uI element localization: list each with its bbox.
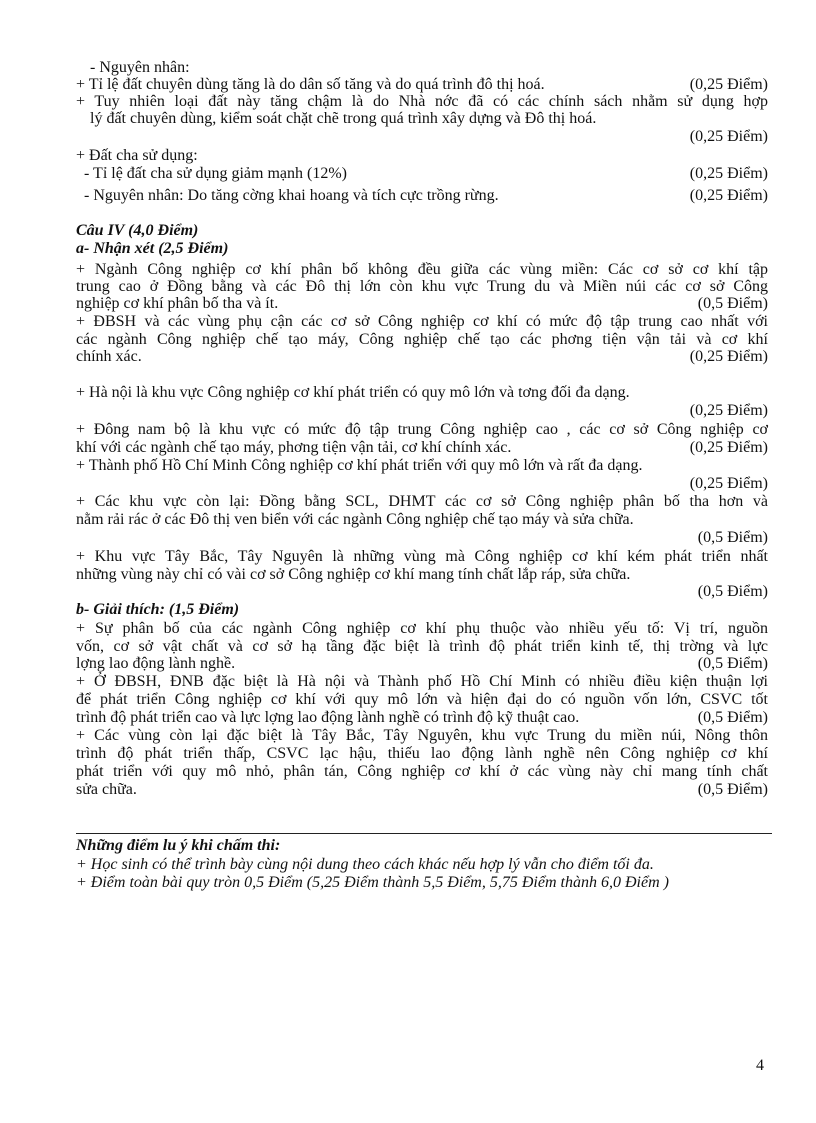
text-line: + ĐBSH và các vùng phụ cận các cơ sở Công nghiệp cơ khí có mức độ tập trung cao nhất với: [76, 313, 768, 330]
score-label: (0,25 Điểm): [689, 187, 768, 204]
text-line: + Ngành Công nghiệp cơ khí phân bố không đều giữa các vùng miền: Các cơ sở cơ khí tập: [76, 261, 768, 278]
text-line: vốn, cơ sở vật chất và cơ sở hạ tầng đặc biệt là trình độ phát triển kinh tế, thị trờng và lực: [76, 638, 768, 655]
score-label: (0,25 Điểm): [689, 475, 768, 492]
text-line: + Tuy nhiên loại đất này tăng chậm là do Nhà nớc đã có các chính sách nhằm sử dụng hợp: [76, 93, 768, 110]
text-line: để phát triển Công nghiệp cơ khí với quy mô lớn và hiện đại do có nguồn vốn lớn, CSVC tốt: [76, 691, 768, 708]
score-label: (0,25 Điểm): [689, 165, 768, 182]
score-label: (0,5 Điểm): [697, 781, 768, 798]
text-line: [76, 782, 768, 798]
text-line: [76, 656, 768, 672]
line-text: - Nguyên nhân: Do tăng cờng khai hoang và tích cực trồng rừng.: [84, 187, 499, 204]
note-line: + Điểm toàn bài quy tròn 0,5 Điểm (5,25 Điểm thành 5,5 Điểm, 5,75 Điểm thành 6,0 Điểm ): [76, 874, 669, 891]
text-line: + Các khu vực còn lại: Đồng bằng SCL, DHMT các cơ sở Công nghiệp phân bố tha hơn và: [76, 493, 768, 510]
text-line: [76, 349, 768, 365]
text-line: - Nguyên nhân:: [90, 59, 190, 76]
score-label: (0,5 Điểm): [697, 529, 768, 546]
text-line: + Đất cha sử dụng:: [76, 147, 198, 164]
horizontal-divider: [76, 833, 772, 834]
line-text: nghiệp cơ khí phân bố tha và ít.: [76, 295, 279, 312]
text-line: + Thành phố Hồ Chí Minh Công nghiệp cơ khí phát triển với quy mô lớn và rất đa dạng.: [76, 457, 643, 474]
line-text: lợng lao động lành nghề.: [76, 655, 236, 672]
score-label: (0,25 Điểm): [689, 402, 768, 419]
text-line: trung cao ở Đồng bằng và các Đô thị lớn còn khu vực Trung du và Miền núi các cơ sở Công: [76, 278, 768, 295]
score-label: (0,25 Điểm): [689, 128, 768, 145]
text-line: nằm rải rác ở các Đô thị ven biển với các ngành Công nghiệp chế tạo máy và sửa chữa.: [76, 511, 634, 528]
subsection-heading: b- Giải thích: (1,5 Điểm): [76, 601, 240, 618]
line-text: chính xác.: [76, 348, 142, 365]
page-number: 4: [756, 1057, 764, 1074]
line-text: khí với các ngành chế tạo máy, phơng tiện vận tải, cơ khí chính xác.: [76, 439, 512, 456]
text-line: phát triển với quy mô nhỏ, phân tán, Công nghiệp cơ khí ở các vùng này chỉ mang tính chất: [76, 763, 768, 780]
text-line: lý đất chuyên dùng, kiểm soát chặt chẽ trong quá trình xây dựng và Đô thị hoá.: [90, 110, 597, 127]
text-line: [76, 77, 768, 93]
score-label: (0,5 Điểm): [697, 655, 768, 672]
text-line: những vùng này chỉ có vài cơ sở Công nghiệp cơ khí mang tính chất lắp ráp, sửa chữa.: [76, 566, 631, 583]
text-line: + Hà nội là khu vực Công nghiệp cơ khí phát triển có quy mô lớn và tơng đối đa dạng.: [76, 384, 630, 401]
score-label: (0,25 Điểm): [689, 348, 768, 365]
line-text: sửa chữa.: [76, 781, 137, 798]
score-label: (0,25 Điểm): [689, 439, 768, 456]
score-label: (0,5 Điểm): [697, 583, 768, 600]
text-line: [84, 188, 768, 204]
text-line: [76, 440, 768, 456]
section-heading: Câu IV (4,0 Điểm): [76, 222, 199, 239]
text-line: trình độ phát triển thấp, CSVC lạc hậu, thiếu lao động lành nghề nên Công nghiệp cơ khí: [76, 745, 768, 762]
text-line: [76, 296, 768, 312]
text-line: các ngành Công nghiệp chế tạo máy, Công nghiệp chế tạo các phơng tiện vận tải và cơ khí: [76, 331, 768, 348]
text-line: [76, 710, 768, 726]
text-line: + Ở ĐBSH, ĐNB đặc biệt là Hà nội và Thành phố Hồ Chí Minh có nhiều điều kiện thuận lợi: [76, 673, 768, 690]
score-label: (0,25 Điểm): [689, 76, 768, 93]
line-text: + Tỉ lệ đất chuyên dùng tăng là do dân số tăng và do quá trình đô thị hoá.: [76, 76, 545, 93]
score-label: (0,5 Điểm): [697, 295, 768, 312]
text-line: + Khu vực Tây Bắc, Tây Nguyên là những vùng mà Công nghiệp cơ khí kém phát triển nhất: [76, 548, 768, 565]
text-line: + Các vùng còn lại đặc biệt là Tây Bắc, Tây Nguyên, khu vực Trung du miền núi, Nông thôn: [76, 727, 768, 744]
line-text: trình độ phát triển cao và lực lợng lao động lành nghề có trình độ kỹ thuật cao.: [76, 709, 580, 726]
text-line: + Sự phân bố của các ngành Công nghiệp cơ khí phụ thuộc vào nhiều yếu tố: Vị trí, nguồn: [76, 620, 768, 637]
note-line: + Học sinh có thể trình bày cùng nội dung theo cách khác nếu hợp lý vẫn cho điểm tối đa.: [76, 856, 654, 873]
text-line: + Đông nam bộ là khu vực có mức độ tập trung Công nghiệp cao , các cơ sở Công nghiệp cơ: [76, 421, 768, 438]
line-text: - Tỉ lệ đất cha sử dụng giảm mạnh (12%): [84, 165, 347, 182]
text-line: [84, 166, 768, 182]
score-label: (0,5 Điểm): [697, 709, 768, 726]
notes-heading: Những điểm lu ý khi chấm thi:: [76, 837, 281, 854]
subsection-heading: a- Nhận xét (2,5 Điểm): [76, 240, 229, 257]
